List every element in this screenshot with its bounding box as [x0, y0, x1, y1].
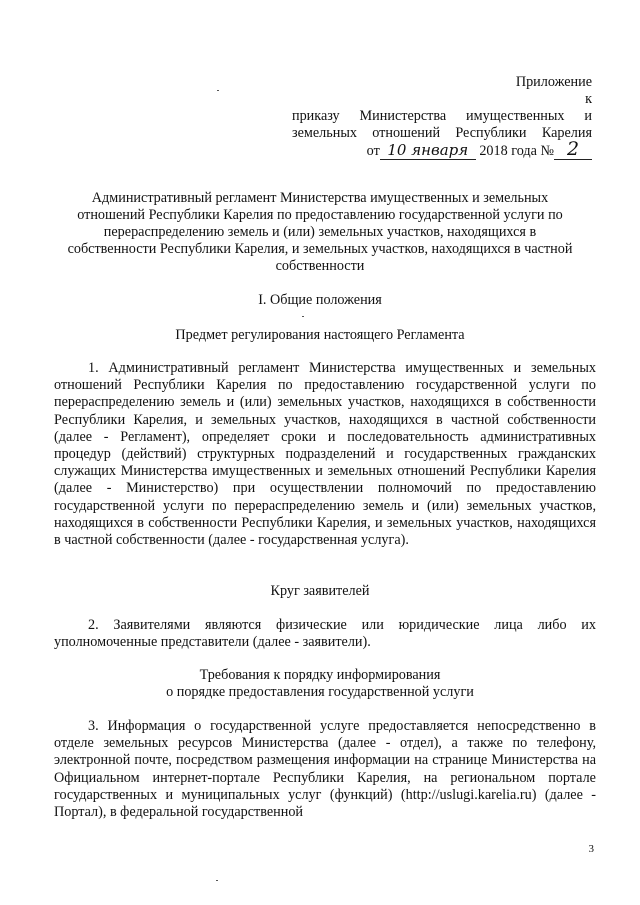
document-title: Административный регламент Министерства имущественных и земельных отношений Республики Карелия по предоставлению государственной услуги по перераспределению земель и (или) земельных участков, находящихся в собственности Республики Карелия, и земельных участков, находящихся в частной собственности — [67, 190, 573, 274]
appendix-k: к — [585, 91, 592, 107]
appendix-word: Приложение — [515, 74, 592, 90]
appendix-date-line — [292, 138, 592, 160]
handwritten-date: 10 января — [387, 141, 469, 159]
scan-speck — [302, 316, 304, 317]
scan-speck — [217, 90, 219, 91]
subsection-heading-subject: Предмет регулирования настоящего Регламента — [175, 327, 465, 343]
date-prefix: от — [366, 143, 380, 159]
subsection-heading-applicants: Круг заявителей — [270, 583, 370, 599]
appendix-order-line1: приказу Министерства имущественных и — [292, 108, 592, 124]
year-label: 2018 года № — [479, 143, 554, 159]
handwritten-number: 2 — [566, 138, 580, 160]
scan-speck — [216, 880, 218, 881]
section-heading: I. Общие положения — [258, 292, 382, 308]
appendix-block — [292, 74, 592, 160]
subsection-heading-info-line1: Требования к порядку информирования — [199, 667, 441, 683]
page-number: 3 — [588, 843, 594, 855]
appendix-order-line2: земельных отношений Республики Карелия — [292, 125, 592, 141]
paragraph-3: 3. Информация о государственной услуге предоставляется непосредственно в отделе земельных ресурсов Министерства (далее - отдел), а также по телефону, электронной почте, посредством размещения информации на странице Министерства на Официальном интернет-портале Республики Карелия, на региональном портале государственных и муниципальных услуг (функций) (http://uslugi.karelia.ru) (далее - Портал), в федеральной государственной — [54, 718, 596, 821]
paragraph-1: 1. Административный регламент Министерства имущественных и земельных отношений Республики Карелия по предоставлению государственной услуги по перераспределению земель и (или) земельных участков, находящихся в собственности Республики Карелия, и земельных участков, находящихся в частной собственности (далее - Регламент), определяет сроки и последовательность административных процедур (действий) структурных подразделений и государственных гражданских служащих Министерства имущественных и земельных отношений Республики Карелия (далее - Министерство) при осуществлении полномочий по предоставлению государственной услуги по перераспределению земель и (или) земельных участков, находящихся в собственности Республики Карелия, и земельных участков, находящихся в частной собственности (далее - государственная услуга). — [54, 360, 596, 549]
subsection-heading-info-line2: о порядке предоставления государственной услуги — [166, 684, 474, 700]
number-field — [554, 138, 592, 160]
date-field — [380, 143, 476, 160]
paragraph-2: 2. Заявителями являются физические или юридические лица либо их уполномоченные представители (далее - заявители). — [54, 617, 596, 651]
